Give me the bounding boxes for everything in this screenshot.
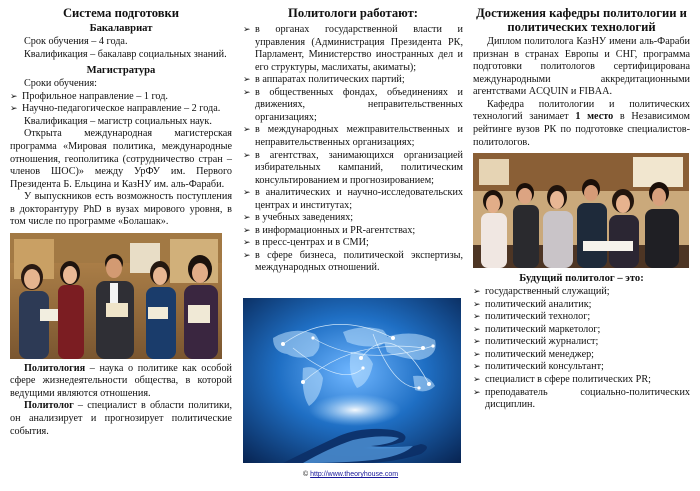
arrow-bullet-icon: ➢: [473, 323, 481, 334]
column-work-places: [243, 6, 463, 275]
arrow-bullet-icon: ➢: [243, 187, 251, 198]
work-places-title: Политологи работают:: [288, 6, 418, 20]
group-students-photo: [473, 153, 689, 268]
list-item: ➢ политический журналист;: [473, 336, 599, 348]
list-item: ➢ политический маркетолог;: [473, 323, 601, 335]
list-item: ➢ в аппаратах политических партий;: [243, 74, 405, 86]
bachelor-duration: Срок обучения – 4 года.: [24, 36, 128, 48]
arrow-bullet-icon: ➢: [243, 86, 251, 97]
image-credit: [303, 471, 398, 480]
achievement-diploma: Диплом политолога КазНУ имени аль-Фараби признан в странах Европы и СНГ, программа подготовки политологов сертифицирована международными аккредитационными агентствами ACQUIN и FIBAA.: [473, 36, 690, 98]
training-system-title: Система подготовки: [62, 6, 180, 20]
master-program: Открыта международная магистерская программа «Мировая политика, международные отношения, геополитика (сотрудничество стран – членов ШОС)» между УрФУ им. Первого Президента Б. Ельцина и КазНУ им. аль-Фараби.: [10, 128, 232, 190]
master-qualification: Квалификация – магистр социальных наук.: [24, 115, 212, 127]
list-item: ➢ в органах государственной власти и управления (Администрация Президента РК, Парламент, Министерство иностранных дел и его структуры, маслихаты, акиматы);: [243, 24, 463, 73]
list-item: ➢ в сфере бизнеса, политической экспертизы, международных отношений.: [243, 249, 463, 274]
arrow-bullet-icon: ➢: [243, 124, 251, 135]
column-achievements: [473, 6, 690, 412]
credit-link[interactable]: http://www.theoryhouse.com: [310, 471, 399, 478]
arrow-bullet-icon: ➢: [473, 298, 481, 309]
list-item: ➢ политический технолог;: [473, 311, 591, 323]
bachelor-qualification: Квалификация – бакалавр социальных знаний.: [24, 48, 227, 60]
list-item: ➢ специалист в сфере политических PR;: [473, 373, 651, 385]
list-item: ➢ политический менеджер;: [473, 348, 595, 360]
list-item: ➢ Научно-педагогическое направление – 2 года.: [10, 103, 221, 115]
arrow-bullet-icon: ➢: [473, 373, 481, 384]
list-item: ➢ в информационных и PR-агентствах;: [243, 224, 416, 236]
arrow-bullet-icon: ➢: [243, 74, 251, 85]
definition-politology: Политология – наука о политике как особой сфере жизнедеятельности общества, в которой ведущими являются отношения.: [10, 362, 232, 399]
future-politologist-heading: Будущий политолог – это:: [519, 273, 644, 285]
list-item: ➢ преподаватель социально-политических дисциплин.: [473, 386, 690, 411]
arrow-bullet-icon: ➢: [473, 361, 481, 372]
master-duration-label: Сроки обучения:: [24, 78, 97, 90]
arrow-bullet-icon: ➢: [243, 249, 251, 260]
list-item: ➢ государственный служащий;: [473, 286, 610, 298]
arrow-bullet-icon: ➢: [473, 336, 481, 347]
column-training-system: [10, 6, 232, 438]
global-network-image: [243, 298, 461, 463]
arrow-bullet-icon: ➢: [243, 237, 251, 248]
arrow-bullet-icon: ➢: [243, 149, 251, 160]
list-item: ➢ в агентствах, занимающихся организацией избирательных кампаний, политическим консультированием и прогнозированием;: [243, 149, 463, 186]
arrow-bullet-icon: ➢: [243, 24, 251, 35]
list-item: ➢ в международных межправительственных и неправительственных организациях;: [243, 124, 463, 149]
master-duration-list: [10, 91, 232, 116]
copyright-symbol: ©: [303, 471, 309, 478]
arrow-bullet-icon: ➢: [473, 286, 481, 297]
bachelor-heading: Бакалавриат: [89, 23, 153, 35]
master-heading: Магистратура: [86, 65, 156, 77]
arrow-bullet-icon: ➢: [243, 224, 251, 235]
students-photo: [10, 233, 222, 359]
arrow-bullet-icon: ➢: [243, 212, 251, 223]
list-item: ➢ политический аналитик;: [473, 298, 592, 310]
list-item: ➢ в аналитических и научно-исследовательских центрах и институтах;: [243, 187, 463, 211]
list-item: ➢ политический консультант;: [473, 361, 604, 373]
arrow-bullet-icon: ➢: [473, 386, 481, 397]
list-item: ➢ Профильное направление – 1 год.: [10, 90, 168, 102]
definition-politologist: Политолог – специалист в области политики, он анализирует и прогнозирует политические события.: [10, 400, 232, 437]
future-politologist-list: [473, 286, 690, 411]
arrow-bullet-icon: ➢: [10, 90, 18, 101]
arrow-bullet-icon: ➢: [473, 311, 481, 322]
doctorate-info: У выпускников есть возможность поступления в докторантуру PhD в вузах мирового уровня, в том числе по программе «Болашак».: [10, 191, 232, 228]
list-item: ➢ в общественных фондах, объединениях и движениях, неправительственных организациях;: [243, 86, 463, 123]
work-places-list: [243, 24, 463, 275]
list-item: ➢ в пресс-центрах и в СМИ;: [243, 237, 369, 249]
arrow-bullet-icon: ➢: [473, 348, 481, 359]
achievement-ranking: Кафедра политологии и политических технологий занимает 1 место в Независимом рейтинге вузов РК по подготовке специалистов-политологов.: [473, 98, 690, 148]
arrow-bullet-icon: ➢: [10, 103, 18, 114]
list-item: ➢ в учебных заведениях;: [243, 212, 354, 224]
achievements-title: Достижения кафедры политологии и политических технологий: [476, 6, 687, 35]
